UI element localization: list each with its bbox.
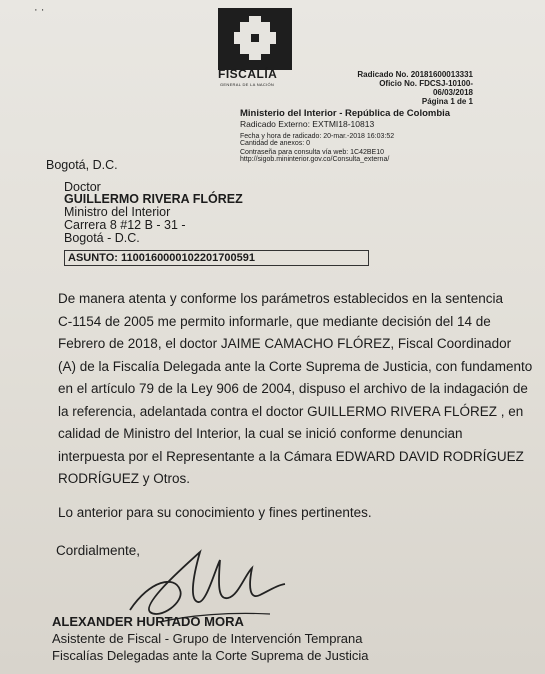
signer-name: ALEXANDER HURTADO MORA bbox=[52, 614, 244, 629]
subject-box: ASUNTO: 11001600001022017005​91 bbox=[64, 250, 369, 266]
body-line: De manera atenta y conforme los parámetros establecidos en la sentencia bbox=[58, 291, 503, 306]
body-line: RODRÍGUEZ y Otros. bbox=[58, 471, 191, 486]
corner-marks: · · bbox=[34, 4, 45, 16]
letter-body bbox=[58, 288, 532, 491]
stamp-contrasena: Contraseña para consulta vía web: 1C42BE10 bbox=[240, 149, 384, 156]
page-count: Página 1 de 1 bbox=[421, 97, 473, 106]
recipient-role: Ministro del Interior bbox=[64, 205, 171, 219]
body-line: C-1154 de 2005 me permito informarle, que mediante decisión del 14 de bbox=[58, 313, 491, 329]
fiscalia-logo bbox=[218, 8, 292, 70]
signer-role-2: Fiscalías Delegadas ante la Corte Suprema de Justicia bbox=[52, 648, 369, 663]
body-line: Febrero de 2018, el doctor JAIME CAMACHO FLÓREZ, Fiscal Coordinador bbox=[58, 336, 512, 351]
stamp-fecha: Fecha y hora de radicado: 20-mar.-2018 16:03:52 bbox=[240, 133, 395, 140]
radicado-number: Radicado No. 20181600013331 bbox=[357, 70, 473, 79]
stamp-anexos: Cantidad de anexos: 0 bbox=[240, 140, 311, 147]
puzzle-logo-icon bbox=[218, 8, 292, 70]
body-line: la referencia, adelantada contra el doctor GUILLERMO RIVERA FLÓREZ , en bbox=[58, 403, 524, 419]
body-line: interpuesta por el Representante a la Cámara EDWARD DAVID RODRÍGUEZ bbox=[58, 448, 524, 464]
recipient-address: Carrera 8 #12 B - 31 - bbox=[64, 218, 186, 232]
oficio-date: 06/03/2018 bbox=[432, 88, 473, 97]
ministry-stamp bbox=[240, 108, 450, 163]
oficio-number: Oficio No. FDCSJ-10100- bbox=[379, 79, 473, 88]
brand-subtitle: GENERAL DE LA NACIÓN bbox=[220, 82, 275, 87]
stamp-url: http://sigob.mininterior.gov.co/Consulta_externa/ bbox=[240, 156, 390, 163]
recipient-name: GUILLERMO RIVERA FLÓREZ bbox=[64, 192, 243, 206]
place-date: Bogotá, D.C. bbox=[46, 158, 118, 172]
body-line: calidad de Ministro del Interior, la cual se inició conforme denuncian bbox=[58, 426, 463, 441]
brand-name: FISCALÍA bbox=[218, 67, 278, 81]
body-line: en el artículo 79 de la Ley 906 de 2004, dispuso el archivo de la indagación de bbox=[58, 381, 528, 396]
stamp-ministry: Ministerio del Interior - República de Colombia bbox=[240, 108, 451, 119]
closing-line: Lo anterior para su conocimiento y fines pertinentes. bbox=[58, 505, 372, 520]
salutation: Cordialmente, bbox=[56, 543, 141, 558]
stamp-radicado-externo: Radicado Externo: EXTMI18-10813 bbox=[240, 119, 375, 129]
recipient-city: Bogotá - D.C. bbox=[64, 231, 140, 245]
body-line: (A) de la Fiscalía Delegada ante la Corte Suprema de Justicia, con fundamento bbox=[58, 358, 533, 374]
signer-role-1: Asistente de Fiscal - Grupo de Intervención Temprana bbox=[52, 631, 363, 646]
recipient-title: Doctor bbox=[64, 180, 101, 194]
